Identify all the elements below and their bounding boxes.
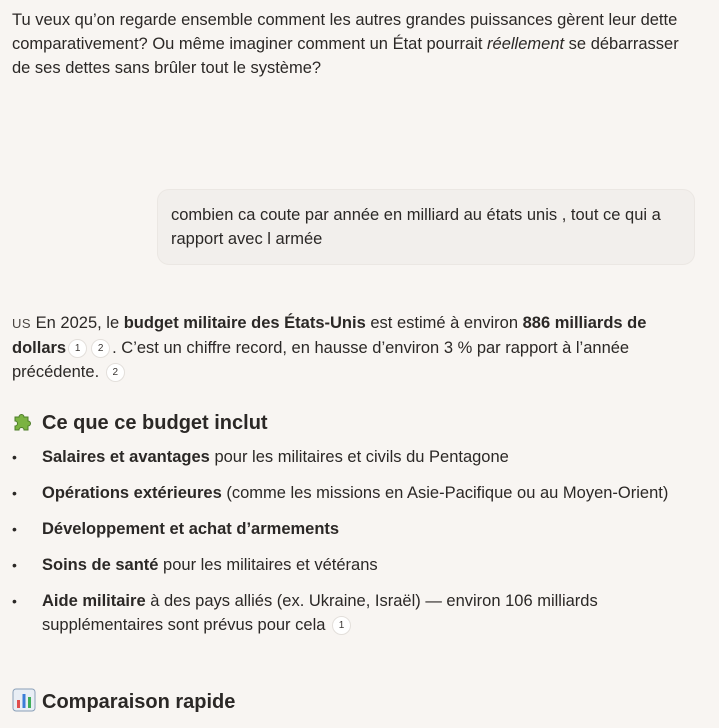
section-heading-compare — [12, 688, 235, 715]
list-item — [12, 481, 702, 505]
citation-badge[interactable]: 2 — [106, 363, 125, 382]
intro-text: Tu veux qu’on regarde ensemble comment les autres grandes puissances gèrent leur dette comparativement? Ou même imaginer comment un État pourrait — [12, 11, 678, 53]
item-bold: Opérations extérieures — [42, 484, 222, 502]
item-text: pour les militaires et civils du Pentagone — [209, 448, 509, 466]
list-item — [12, 445, 702, 469]
list-item — [12, 589, 702, 637]
intro-emphasis: réellement — [487, 35, 565, 53]
answer-text: est estimé à environ — [365, 314, 523, 332]
answer-bold-budget: budget militaire des États-Unis — [123, 314, 366, 332]
citation-badge[interactable]: 2 — [91, 339, 110, 358]
item-bold: Aide militaire — [42, 592, 146, 610]
item-bold: Soins de santé — [42, 556, 159, 574]
answer-bold-amount: 886 milliards de dollars — [12, 314, 647, 357]
us-flag-icon: US — [12, 316, 32, 331]
list-item — [12, 553, 702, 577]
user-message-bubble — [157, 189, 695, 265]
answer-text: En 2025, le — [31, 314, 124, 332]
puzzle-icon — [12, 409, 36, 433]
item-text: (comme les missions en Asie-Pacifique ou au Moyen-Orient) — [221, 484, 669, 502]
list-item — [12, 517, 702, 541]
citation-badge[interactable]: 1 — [332, 616, 351, 635]
citation-badge[interactable]: 1 — [68, 339, 87, 358]
section-title: Comparaison rapide — [42, 691, 236, 713]
answer-text: . C’est un chiffre record, en hausse d’environ 3 % par rapport à l’année précédente. — [12, 339, 630, 381]
user-message-text: combien ca coute par année en milliard au états unis , tout ce qui a rapport avec l armée — [171, 206, 661, 248]
item-bold: Développement et achat d’armements — [42, 520, 340, 538]
assistant-answer — [12, 311, 697, 384]
bar-chart-icon — [12, 688, 36, 712]
section-heading-budget — [12, 409, 268, 436]
item-text: à des pays alliés (ex. Ukraine, Israël) — environ 106 milliards supplémentaires sont prévus pour cela — [42, 592, 598, 634]
intro-text-end: se débarrasser de ses dettes sans brûler tout le système? — [12, 35, 679, 77]
item-text: pour les militaires et vétérans — [158, 556, 378, 574]
assistant-message-intro — [12, 8, 697, 80]
budget-items-list — [12, 445, 702, 649]
item-bold: Salaires et avantages — [42, 448, 210, 466]
section-title: Ce que ce budget inclut — [42, 412, 268, 434]
